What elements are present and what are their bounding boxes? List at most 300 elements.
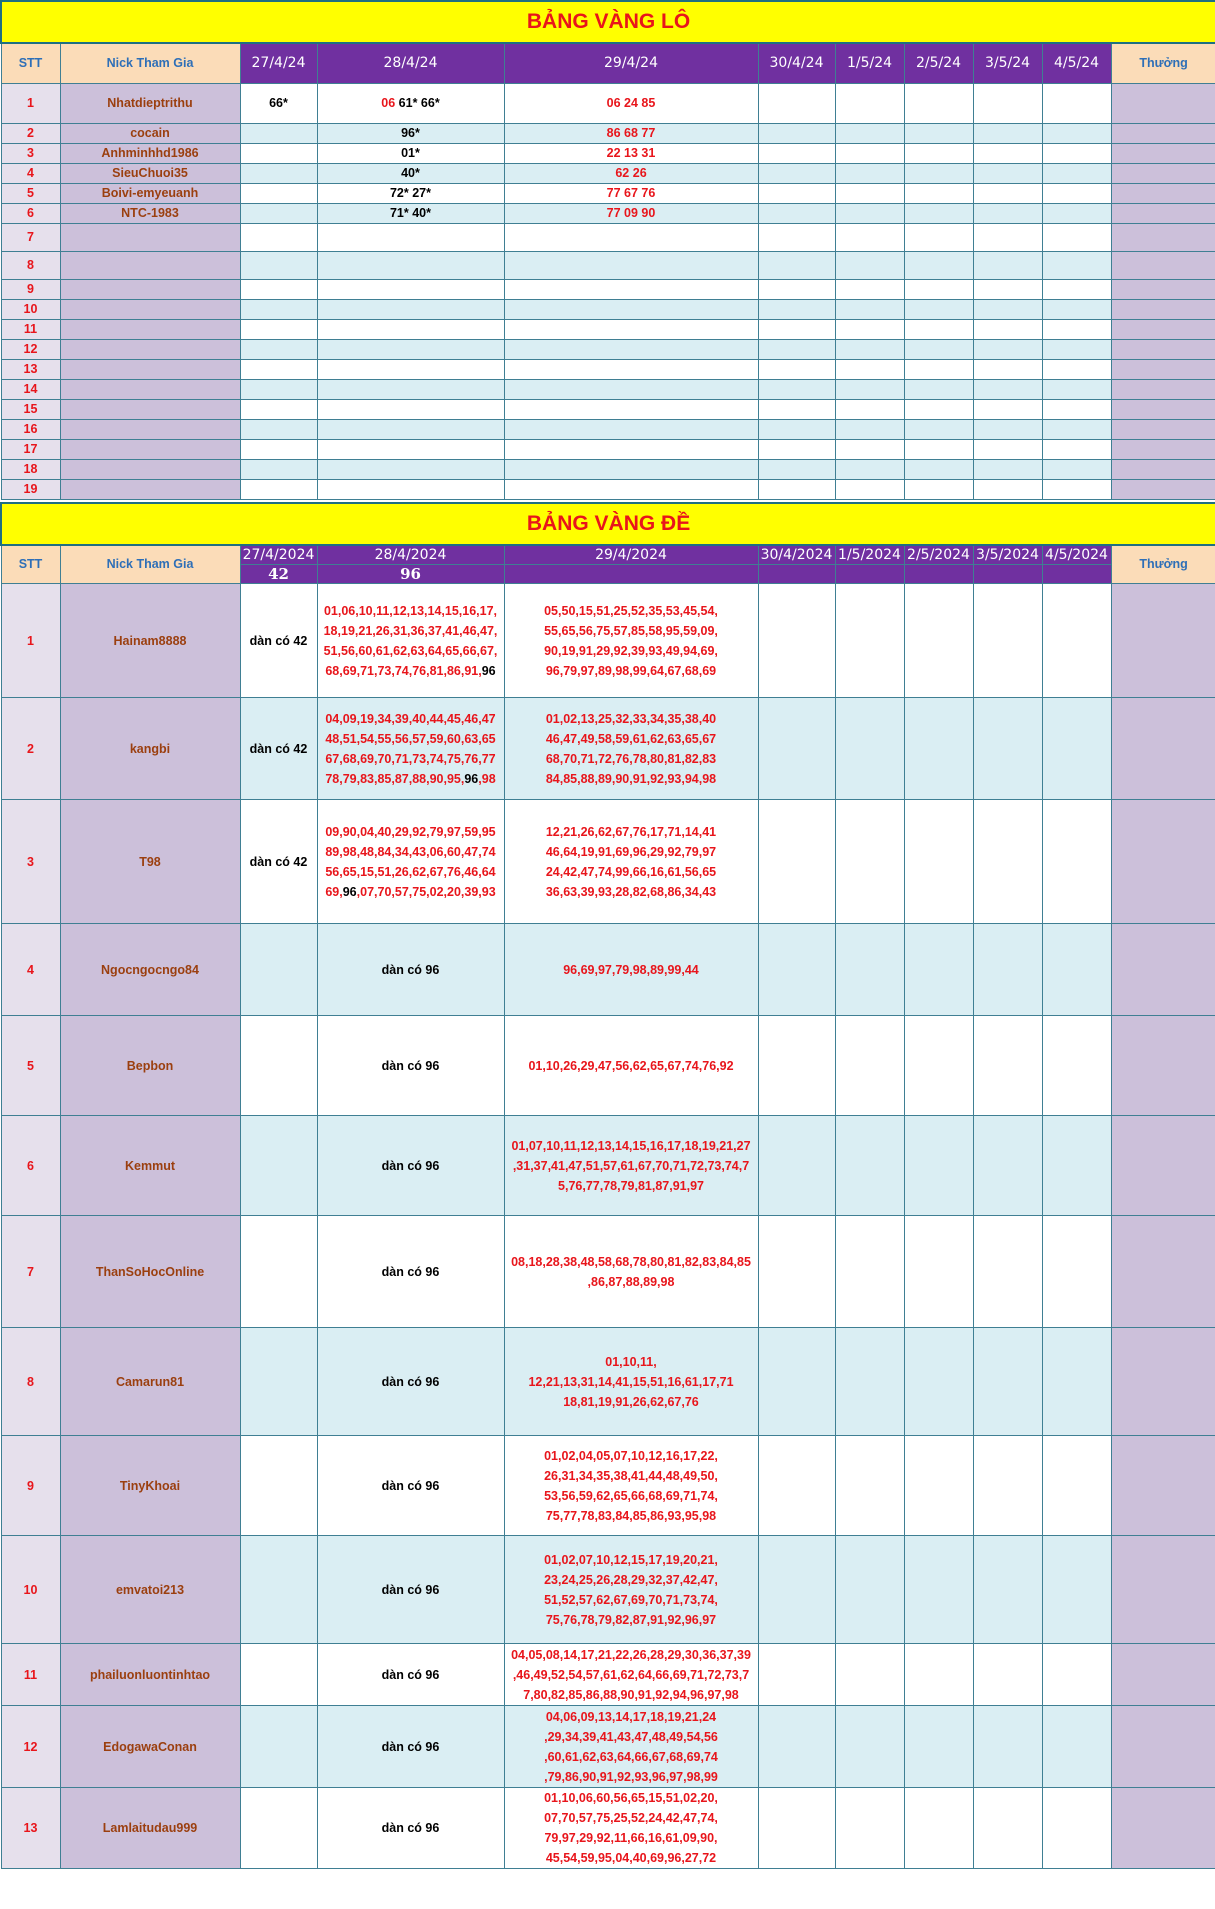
row-day-empty xyxy=(1042,698,1111,800)
row-award xyxy=(1111,251,1215,279)
row-day-empty xyxy=(835,143,904,163)
row-day-empty xyxy=(835,419,904,439)
row-day-empty xyxy=(973,584,1042,698)
row-day-empty xyxy=(904,800,973,924)
row-day-2 xyxy=(317,379,504,399)
row-award xyxy=(1111,183,1215,203)
pick-red: 06 xyxy=(381,96,396,110)
row-stt: 3 xyxy=(1,143,60,163)
row-day-empty xyxy=(973,479,1042,499)
row-day-empty xyxy=(835,339,904,359)
pick-black: 72* 27* xyxy=(389,186,431,200)
row-day-empty xyxy=(973,1328,1042,1436)
row-day-1 xyxy=(240,924,317,1016)
row-day-empty xyxy=(1042,83,1111,123)
row-day-empty xyxy=(835,299,904,319)
row-day-empty xyxy=(973,319,1042,339)
row-day-empty xyxy=(758,223,835,251)
row-day-empty xyxy=(904,163,973,183)
row-day-empty xyxy=(1042,439,1111,459)
row-day-2 xyxy=(317,1788,504,1869)
de-header-nick: Nick Tham Gia xyxy=(60,545,240,584)
number-line: 75,76,78,79,82,87,91,92,96,97 xyxy=(545,1612,717,1627)
row-stt: 6 xyxy=(1,1116,60,1216)
row-day-empty xyxy=(1042,800,1111,924)
row-day-empty xyxy=(758,279,835,299)
set-label: dàn có 96 xyxy=(381,1158,440,1173)
number-line: 46,64,19,91,69,96,29,92,79,97 xyxy=(545,844,717,859)
number-line: 01,02,07,10,12,15,17,19,20,21, xyxy=(544,1552,718,1567)
lo-row xyxy=(1,251,1215,279)
lo-row xyxy=(1,479,1215,499)
row-day-empty xyxy=(1042,1644,1111,1706)
row-day-empty xyxy=(835,1644,904,1706)
row-award xyxy=(1111,299,1215,319)
lo-row xyxy=(1,83,1215,123)
de-header-stt: STT xyxy=(1,545,60,584)
row-day-empty xyxy=(758,123,835,143)
de-result-empty xyxy=(835,565,904,584)
row-day-empty xyxy=(758,1536,835,1644)
row-day-2 xyxy=(317,83,504,123)
row-award xyxy=(1111,83,1215,123)
row-day-empty xyxy=(973,251,1042,279)
row-day-3 xyxy=(504,1536,758,1644)
row-day-1 xyxy=(240,163,317,183)
number-line: 48,51,54,55,56,57,59,60,63,65 xyxy=(325,731,496,746)
number-line: 53,56,59,62,65,66,68,69,71,74, xyxy=(544,1488,718,1503)
row-stt: 2 xyxy=(1,698,60,800)
row-award xyxy=(1111,319,1215,339)
row-day-empty xyxy=(904,1436,973,1536)
number-line: 01,02,13,25,32,33,34,35,38,40 xyxy=(545,711,717,726)
row-day-empty xyxy=(973,203,1042,223)
lo-title: BẢNG VÀNG LÔ xyxy=(1,1,1215,43)
row-day-2 xyxy=(317,800,504,924)
de-title: BẢNG VÀNG ĐỀ xyxy=(1,503,1215,545)
row-day-empty xyxy=(973,1116,1042,1216)
row-day-empty xyxy=(904,279,973,299)
row-day-empty xyxy=(973,183,1042,203)
row-stt: 10 xyxy=(1,299,60,319)
lo-header-date: 28/4/24 xyxy=(317,43,504,83)
row-nick: Ngocngocngo84 xyxy=(60,924,240,1016)
row-day-empty xyxy=(835,1328,904,1436)
row-day-empty xyxy=(758,459,835,479)
lo-header-date: 30/4/24 xyxy=(758,43,835,83)
de-header-date: 27/4/2024 xyxy=(240,545,317,565)
row-day-3 xyxy=(504,251,758,279)
row-day-empty xyxy=(758,439,835,459)
row-day-3 xyxy=(504,1644,758,1706)
row-day-1 xyxy=(240,1536,317,1644)
row-day-1 xyxy=(240,359,317,379)
row-stt: 17 xyxy=(1,439,60,459)
number-line: 09,90,04,40,29,92,79,97,59,95 xyxy=(325,824,496,839)
lo-row xyxy=(1,143,1215,163)
row-day-3: 77 09 90 xyxy=(504,203,758,223)
row-award xyxy=(1111,339,1215,359)
row-day-1 xyxy=(240,183,317,203)
row-day-empty xyxy=(835,1116,904,1216)
lo-header-award: Thưởng xyxy=(1111,43,1215,83)
row-day-3 xyxy=(504,359,758,379)
lo-header-date: 2/5/24 xyxy=(904,43,973,83)
row-day-empty xyxy=(1042,203,1111,223)
row-nick: Nhatdieptrithu xyxy=(60,83,240,123)
row-day-3 xyxy=(504,419,758,439)
row-award xyxy=(1111,223,1215,251)
number-line: 01,10,26,29,47,56,62,65,67,74,76,92 xyxy=(528,1058,734,1073)
row-day-empty xyxy=(758,83,835,123)
row-day-empty xyxy=(904,379,973,399)
row-day-1 xyxy=(240,251,317,279)
number-line: 36,63,39,93,28,82,68,86,34,43 xyxy=(545,884,717,899)
row-award xyxy=(1111,1706,1215,1788)
row-day-1 xyxy=(240,379,317,399)
number-line: 56,65,15,51,26,62,67,76,46,64 xyxy=(325,864,496,879)
row-award xyxy=(1111,800,1215,924)
lo-table xyxy=(0,0,1215,500)
row-day-empty xyxy=(758,319,835,339)
number-line: 7,80,82,85,86,88,90,91,92,94,96,97,98 xyxy=(523,1687,739,1702)
row-day-2 xyxy=(317,1016,504,1116)
row-day-empty xyxy=(1042,1788,1111,1869)
row-nick: EdogawaConan xyxy=(60,1706,240,1788)
row-day-1 xyxy=(240,479,317,499)
row-day-empty xyxy=(758,1644,835,1706)
row-nick: Kemmut xyxy=(60,1116,240,1216)
row-award xyxy=(1111,1216,1215,1328)
row-nick xyxy=(60,279,240,299)
row-nick xyxy=(60,399,240,419)
row-award xyxy=(1111,584,1215,698)
row-day-empty xyxy=(973,223,1042,251)
row-award xyxy=(1111,1328,1215,1436)
row-day-1 xyxy=(240,1116,317,1216)
row-day-3 xyxy=(504,800,758,924)
number-line: ,46,49,52,54,57,61,62,64,66,69,71,72,73,7 xyxy=(512,1667,750,1682)
row-nick: cocain xyxy=(60,123,240,143)
row-nick: Hainam8888 xyxy=(60,584,240,698)
row-day-empty xyxy=(758,698,835,800)
row-nick xyxy=(60,251,240,279)
row-nick xyxy=(60,359,240,379)
row-day-empty xyxy=(835,800,904,924)
row-award xyxy=(1111,163,1215,183)
row-day-empty xyxy=(904,1016,973,1116)
de-row xyxy=(1,924,1215,1016)
row-day-empty xyxy=(758,1788,835,1869)
row-day-empty xyxy=(835,319,904,339)
row-day-empty xyxy=(1042,479,1111,499)
row-day-3: 22 13 31 xyxy=(504,143,758,163)
row-day-2 xyxy=(317,1328,504,1436)
set-label: dàn có 96 xyxy=(381,1582,440,1597)
lo-header-date: 1/5/24 xyxy=(835,43,904,83)
row-day-2 xyxy=(317,339,504,359)
row-stt: 4 xyxy=(1,924,60,1016)
row-day-2 xyxy=(317,419,504,439)
hit-number: 96 xyxy=(342,884,357,899)
row-day-3 xyxy=(504,459,758,479)
row-day-empty xyxy=(835,183,904,203)
row-day-empty xyxy=(904,479,973,499)
pick-black: 96* xyxy=(401,126,420,140)
row-nick xyxy=(60,379,240,399)
row-day-1 xyxy=(240,1644,317,1706)
row-day-empty xyxy=(904,359,973,379)
row-day-empty xyxy=(758,924,835,1016)
row-day-2 xyxy=(317,359,504,379)
pick-black: 40* xyxy=(401,166,420,180)
row-day-2 xyxy=(317,203,504,223)
row-stt: 3 xyxy=(1,800,60,924)
number-line: 01,02,04,05,07,10,12,16,17,22, xyxy=(544,1448,718,1463)
row-day-empty xyxy=(1042,379,1111,399)
number-line: 75,77,78,83,84,85,86,93,95,98 xyxy=(545,1508,717,1523)
row-day-2 xyxy=(317,183,504,203)
row-day-empty xyxy=(904,698,973,800)
row-day-empty xyxy=(904,399,973,419)
row-day-1 xyxy=(240,279,317,299)
number-line: ,31,37,41,47,51,57,61,67,70,71,72,73,74,7 xyxy=(512,1158,750,1173)
row-award xyxy=(1111,359,1215,379)
row-award xyxy=(1111,143,1215,163)
row-day-empty xyxy=(835,123,904,143)
number-line: 26,31,34,35,38,41,44,48,49,50, xyxy=(544,1468,718,1483)
row-stt: 4 xyxy=(1,163,60,183)
row-day-3 xyxy=(504,319,758,339)
lo-row xyxy=(1,319,1215,339)
row-day-1 xyxy=(240,399,317,419)
row-day-empty xyxy=(835,223,904,251)
row-day-empty xyxy=(758,800,835,924)
row-day-empty xyxy=(1042,419,1111,439)
row-day-empty xyxy=(758,163,835,183)
row-day-empty xyxy=(758,143,835,163)
row-day-empty xyxy=(1042,223,1111,251)
row-day-empty xyxy=(973,419,1042,439)
number-line: 12,21,26,62,67,76,17,71,14,41 xyxy=(545,824,717,839)
row-day-empty xyxy=(904,203,973,223)
row-day-empty xyxy=(1042,279,1111,299)
number-tail: ,98 xyxy=(478,771,496,786)
row-nick: Boivi-emyeuanh xyxy=(60,183,240,203)
hit-number: 96 xyxy=(481,663,496,678)
de-row xyxy=(1,1706,1215,1788)
row-day-empty xyxy=(835,1706,904,1788)
lo-header-stt: STT xyxy=(1,43,60,83)
lo-row xyxy=(1,339,1215,359)
row-nick xyxy=(60,479,240,499)
row-day-empty xyxy=(1042,1436,1111,1536)
lo-row xyxy=(1,163,1215,183)
number-line: 01,10,06,60,56,65,15,51,02,20, xyxy=(544,1791,718,1805)
row-day-empty xyxy=(835,279,904,299)
row-nick: Anhminhhd1986 xyxy=(60,143,240,163)
number-line: 55,65,56,75,57,85,58,95,59,09, xyxy=(544,623,718,638)
row-stt: 2 xyxy=(1,123,60,143)
row-day-empty xyxy=(973,1216,1042,1328)
row-day-empty xyxy=(973,299,1042,319)
row-day-empty xyxy=(1042,1116,1111,1216)
row-day-empty xyxy=(835,1536,904,1644)
row-nick: Bepbon xyxy=(60,1016,240,1116)
row-day-empty xyxy=(835,1216,904,1328)
row-day-1: dàn có 42 xyxy=(240,584,317,698)
row-day-empty xyxy=(835,203,904,223)
row-day-empty xyxy=(904,1706,973,1788)
row-day-2 xyxy=(317,1436,504,1536)
row-day-1 xyxy=(240,1706,317,1788)
lo-row xyxy=(1,279,1215,299)
row-day-3 xyxy=(504,279,758,299)
row-day-empty xyxy=(904,299,973,319)
row-day-3 xyxy=(504,379,758,399)
row-day-empty xyxy=(973,800,1042,924)
de-row xyxy=(1,1436,1215,1536)
row-day-1: dàn có 42 xyxy=(240,698,317,800)
row-day-empty xyxy=(904,1328,973,1436)
number-line: 04,09,19,34,39,40,44,45,46,47 xyxy=(325,711,496,726)
row-day-2 xyxy=(317,123,504,143)
row-award xyxy=(1111,279,1215,299)
row-day-3 xyxy=(504,439,758,459)
row-stt: 12 xyxy=(1,1706,60,1788)
row-nick: Camarun81 xyxy=(60,1328,240,1436)
row-stt: 14 xyxy=(1,379,60,399)
set-label: dàn có 96 xyxy=(381,1739,440,1754)
number-line: 51,56,60,61,62,63,64,65,66,67, xyxy=(323,643,498,658)
lo-header-date: 3/5/24 xyxy=(973,43,1042,83)
row-stt: 13 xyxy=(1,359,60,379)
row-day-1 xyxy=(240,143,317,163)
row-day-empty xyxy=(973,1016,1042,1116)
row-day-empty xyxy=(973,439,1042,459)
row-stt: 11 xyxy=(1,319,60,339)
number-line: 68,69,71,73,74,76,81,86,91, xyxy=(325,663,482,678)
row-nick: emvatoi213 xyxy=(60,1536,240,1644)
row-day-empty xyxy=(835,698,904,800)
lo-row xyxy=(1,223,1215,251)
row-day-3 xyxy=(504,339,758,359)
row-day-empty xyxy=(973,163,1042,183)
row-nick: SieuChuoi35 xyxy=(60,163,240,183)
row-stt: 18 xyxy=(1,459,60,479)
lo-row xyxy=(1,203,1215,223)
row-day-3: 62 26 xyxy=(504,163,758,183)
row-day-2 xyxy=(317,399,504,419)
row-day-2 xyxy=(317,459,504,479)
de-row xyxy=(1,1788,1215,1869)
row-day-empty xyxy=(973,1536,1042,1644)
number-line: 24,42,47,74,99,66,16,61,56,65 xyxy=(545,864,717,879)
number-line: 12,21,13,31,14,41,15,51,16,61,17,71 xyxy=(528,1374,734,1389)
de-row xyxy=(1,1216,1215,1328)
number-line: ,86,87,88,89,98 xyxy=(587,1274,675,1289)
row-day-2 xyxy=(317,143,504,163)
row-stt: 10 xyxy=(1,1536,60,1644)
row-day-3 xyxy=(504,399,758,419)
row-stt: 13 xyxy=(1,1788,60,1869)
set-label: dàn có 96 xyxy=(381,1821,440,1835)
row-nick xyxy=(60,439,240,459)
lo-row xyxy=(1,419,1215,439)
row-day-1 xyxy=(240,1016,317,1116)
row-award xyxy=(1111,439,1215,459)
row-award xyxy=(1111,1436,1215,1536)
row-stt: 1 xyxy=(1,83,60,123)
lo-row xyxy=(1,399,1215,419)
de-table xyxy=(0,502,1215,1870)
set-label: dàn có 96 xyxy=(381,1058,440,1073)
row-day-1 xyxy=(240,223,317,251)
row-day-empty xyxy=(1042,251,1111,279)
row-day-2 xyxy=(317,299,504,319)
row-day-empty xyxy=(904,123,973,143)
row-day-empty xyxy=(1042,359,1111,379)
row-day-empty xyxy=(758,299,835,319)
number-tail: ,07,70,57,75,02,20,39,93 xyxy=(356,884,496,899)
de-result: 96 xyxy=(317,565,504,584)
row-award xyxy=(1111,399,1215,419)
row-day-empty xyxy=(835,399,904,419)
row-day-empty xyxy=(973,143,1042,163)
row-day-3 xyxy=(504,584,758,698)
row-day-empty xyxy=(973,379,1042,399)
row-day-3: 77 67 76 xyxy=(504,183,758,203)
row-award xyxy=(1111,1016,1215,1116)
de-row xyxy=(1,1116,1215,1216)
number-line: ,79,86,90,91,92,93,96,97,98,99 xyxy=(544,1769,718,1784)
row-award xyxy=(1111,924,1215,1016)
row-stt: 9 xyxy=(1,1436,60,1536)
row-day-empty xyxy=(904,1788,973,1869)
row-award xyxy=(1111,1644,1215,1706)
row-day-empty xyxy=(1042,1016,1111,1116)
row-day-empty xyxy=(758,339,835,359)
row-day-empty xyxy=(1042,399,1111,419)
row-day-empty xyxy=(1042,1536,1111,1644)
row-nick: ThanSoHocOnline xyxy=(60,1216,240,1328)
row-day-empty xyxy=(835,83,904,123)
row-nick: T98 xyxy=(60,800,240,924)
de-result-empty xyxy=(504,565,758,584)
row-day-1 xyxy=(240,123,317,143)
row-day-empty xyxy=(835,439,904,459)
row-day-empty xyxy=(904,584,973,698)
row-day-empty xyxy=(758,479,835,499)
row-stt: 11 xyxy=(1,1644,60,1706)
number-line: 96,69,97,79,98,89,99,44 xyxy=(563,962,699,977)
row-day-empty xyxy=(973,459,1042,479)
number-line: 04,06,09,13,14,17,18,19,21,24 xyxy=(545,1709,717,1724)
row-day-empty xyxy=(758,1216,835,1328)
set-label: dàn có 96 xyxy=(381,962,440,977)
row-day-empty xyxy=(904,83,973,123)
de-header-date: 28/4/2024 xyxy=(317,545,504,565)
number-line: 90,19,91,29,92,39,93,49,94,69, xyxy=(544,643,718,658)
de-row xyxy=(1,698,1215,800)
row-day-empty xyxy=(758,183,835,203)
number-line: 89,98,48,84,34,43,06,60,47,74 xyxy=(325,844,496,859)
de-header-date: 29/4/2024 xyxy=(504,545,758,565)
row-day-empty xyxy=(758,1706,835,1788)
row-award xyxy=(1111,698,1215,800)
row-day-3 xyxy=(504,1788,758,1869)
row-day-empty xyxy=(835,163,904,183)
